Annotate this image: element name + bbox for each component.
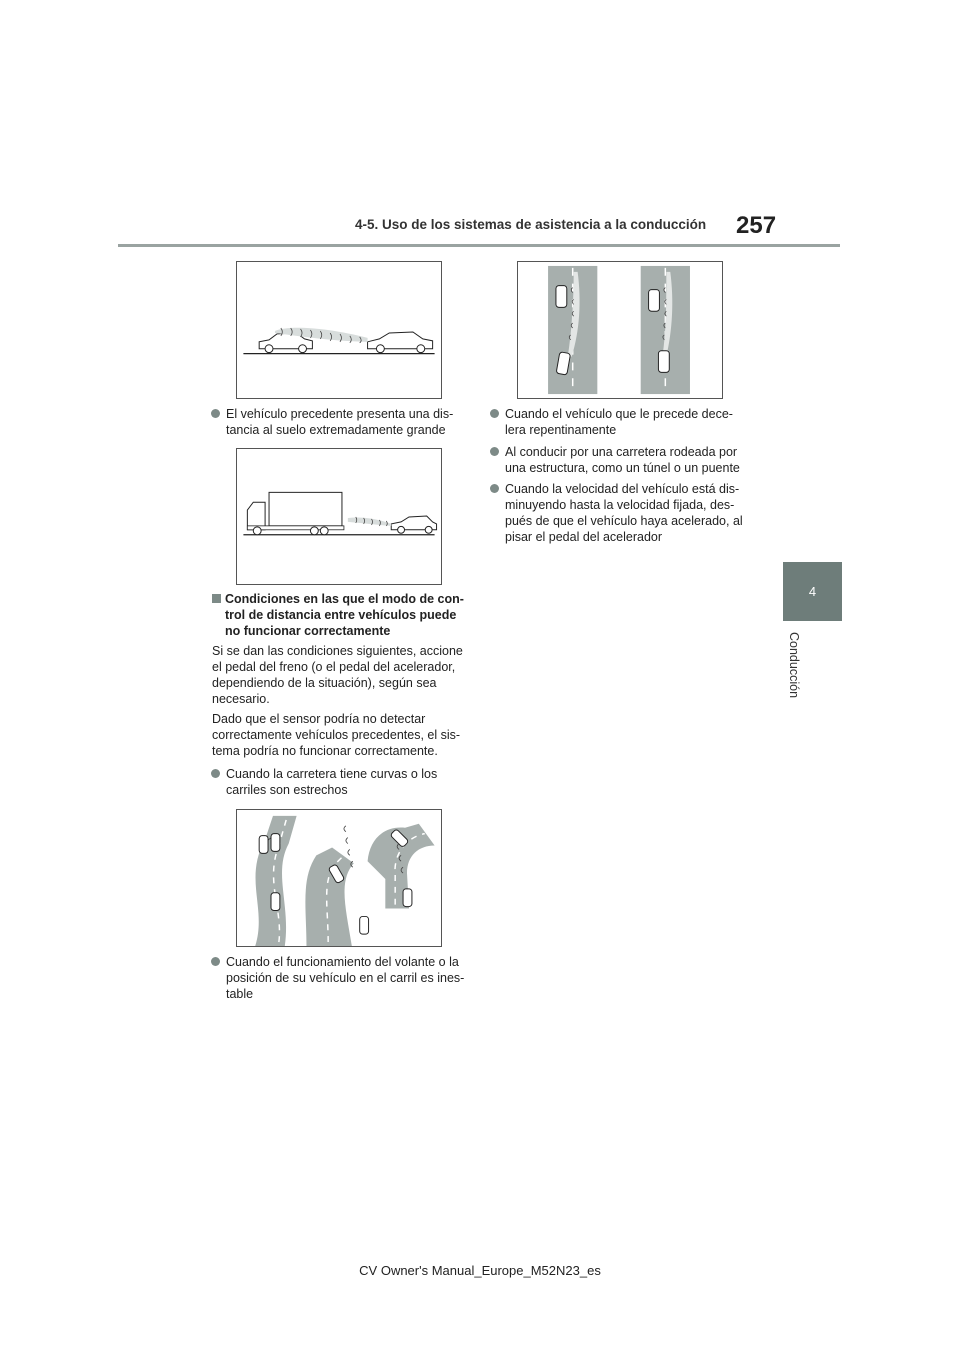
heading-square-icon — [212, 594, 221, 603]
figure-curved-roads — [236, 809, 442, 947]
list-item-speed: Cuando la velocidad del vehículo está dis- minuyendo hasta la velocidad fijada, des- pués de que el vehículo haya acelerado, al pisar el pedal del acelerador — [505, 481, 755, 545]
figure-truck — [236, 448, 442, 585]
bullet-icon — [490, 447, 499, 456]
list-item-steering: Cuando el funcionamiento del volante o la posición de su vehículo en el carril es ines- table — [226, 954, 474, 1002]
truck-illustration — [237, 449, 441, 584]
bullet-icon — [490, 409, 499, 418]
page-number: 257 — [736, 212, 777, 239]
paragraph-brake-advice: Si se dan las condiciones siguientes, accione el pedal del freno (o el pedal del acelerador, dependiendo de la situación), según sea necesario. — [212, 644, 463, 706]
lane-change-illustration — [518, 262, 722, 398]
bullet-icon — [211, 769, 220, 778]
paragraph-sensor-note: Dado que el sensor podría no detectar correctamente vehículos precedentes, el sis- tema podría no funcionar correctamente. — [212, 712, 461, 758]
list-item-curves: Cuando la carretera tiene curvas o los carriles son estrechos — [226, 766, 474, 798]
curved-roads-illustration — [237, 810, 441, 946]
header-divider — [118, 244, 840, 247]
figure-low-clearance-vehicle — [236, 261, 442, 399]
bullet-icon — [211, 957, 220, 966]
list-item-tunnel: Al conducir por una carretera rodeada por una estructura, como un túnel o un puente — [505, 444, 755, 476]
section-title: 4-5. Uso de los sistemas de asistencia a la conducción — [355, 217, 707, 232]
figure-lane-change — [517, 261, 723, 399]
bullet-icon — [490, 484, 499, 493]
footer-manual-name: CV Owner's Manual_Europe_M52N23_es — [359, 1263, 601, 1278]
chapter-tab[interactable] — [783, 562, 842, 621]
condition-heading: Condiciones en las que el modo de con- trol de distancia entre vehículos puede no funcionar correctamente — [212, 591, 485, 639]
bullet-icon — [211, 409, 220, 418]
chapter-label: Conducción — [787, 632, 801, 699]
chapter-side-label — [787, 632, 805, 712]
low-clearance-illustration — [237, 262, 441, 398]
list-item-ground-clearance: El vehículo precedente presenta una dis- tancia al suelo extremadamente grande — [226, 406, 474, 438]
list-item-decelerates: Cuando el vehículo que le precede dece- lera repentinamente — [505, 406, 755, 438]
chapter-number: 4 — [808, 584, 817, 599]
